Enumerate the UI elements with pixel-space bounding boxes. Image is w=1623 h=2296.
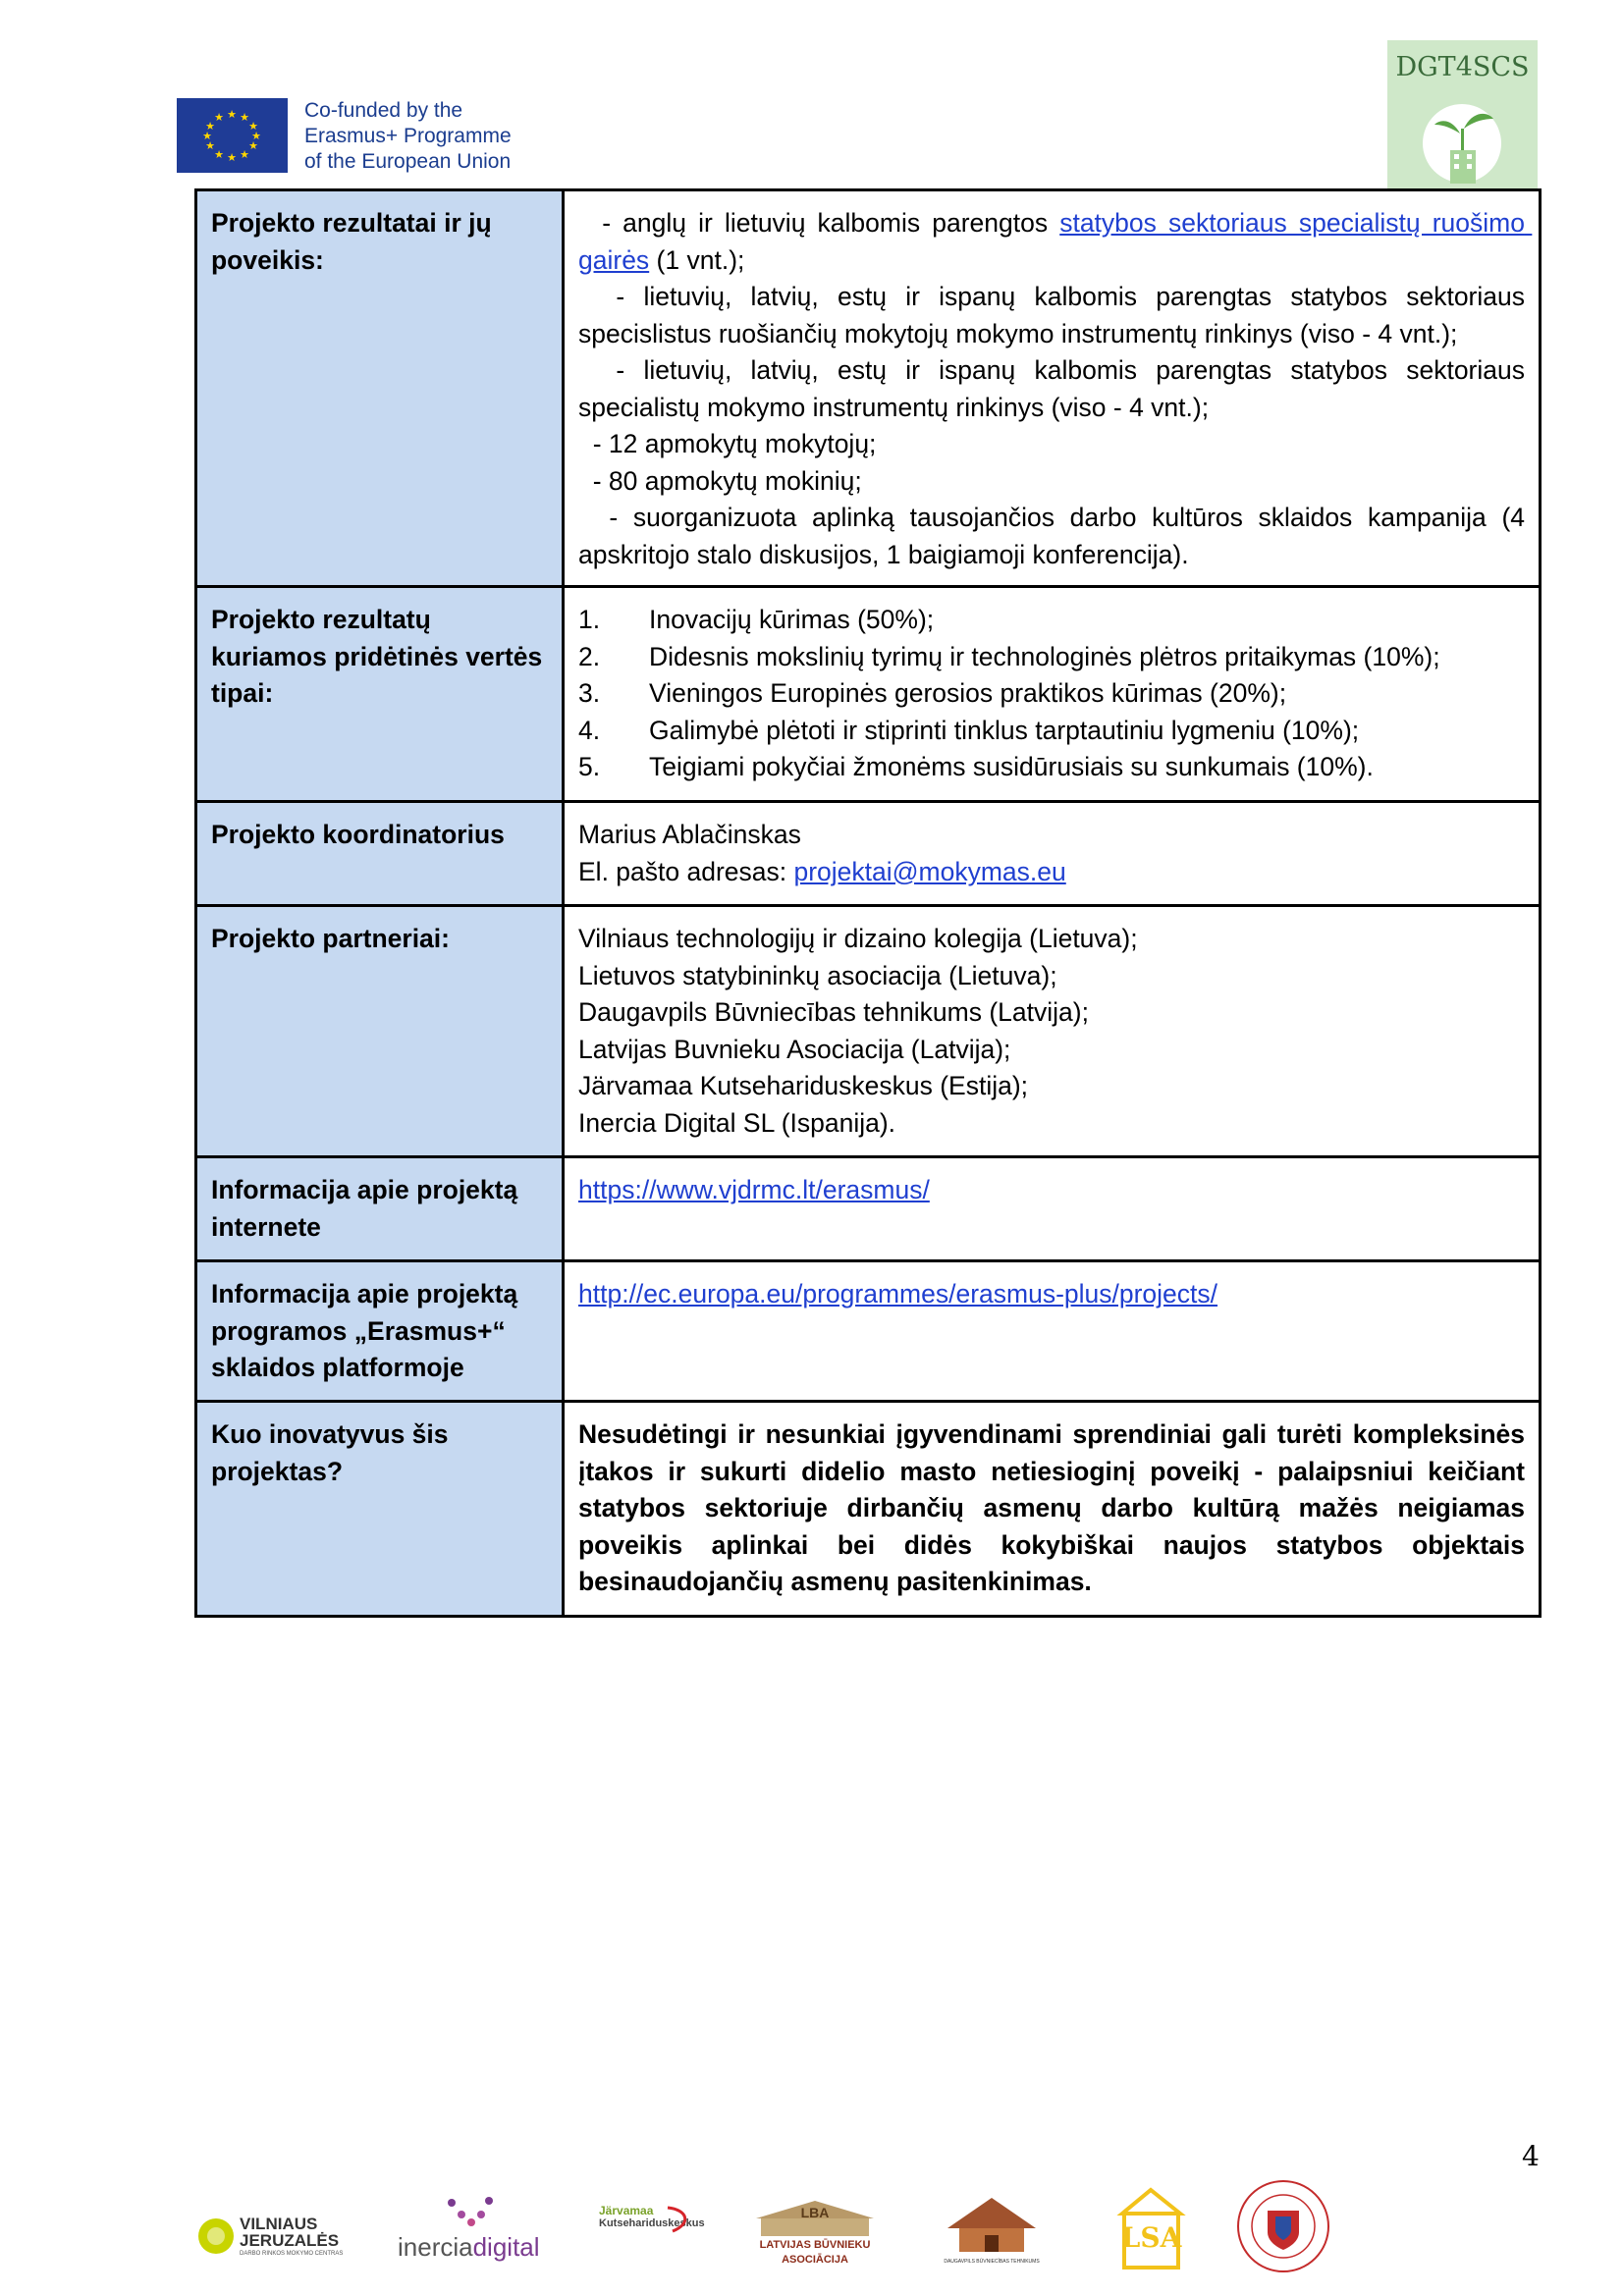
jarvamaa-logo (599, 2204, 705, 2253)
result-item-2: - lietuvių, latvių, estų ir ispanų kalbomis parengtas statybos sektoriaus specislistus ruošiančių mokytojų mokymo instrumentų rinkinys (viso - 4 vnt.); (578, 282, 1533, 348)
svg-text:★: ★ (240, 148, 249, 161)
swoosh-icon (599, 2204, 705, 2233)
list-item-number: 3. (578, 678, 601, 708)
inercia-word: inercia (398, 2232, 473, 2262)
email-link[interactable]: projektai@mokymas.eu (793, 856, 1066, 886)
list-item-text: Vieningos Europinės gerosios praktikos kūrimas (20%); (649, 678, 1287, 708)
svg-text:★: ★ (240, 111, 249, 124)
list-item-number: 4. (578, 715, 601, 745)
table-row-website (196, 1157, 1541, 1261)
row-value-website (564, 1157, 1541, 1261)
lba-logo-line-2: LATVIJAS BŪVNIEKU (759, 2239, 871, 2251)
list-item-text: Didesnis mokslinių tyrimų ir technologinės plėtros pritaikymas (10%); (649, 641, 1440, 671)
row-label-added-value: Projekto rezultatų kuriamos pridėtinės vertės tipai: (196, 587, 564, 802)
svg-text:★: ★ (227, 108, 237, 121)
row-label-results: Projekto rezultatai ir jų poveikis: (196, 190, 564, 587)
table-row-innovation (196, 1402, 1541, 1617)
email-prefix: El. pašto adresas: (578, 856, 794, 886)
table-row-added-value (196, 587, 1541, 802)
list-item (578, 602, 1525, 639)
sun-circle-icon (196, 2216, 236, 2256)
list-item-text: Inovacijų kūrimas (50%); (649, 605, 935, 634)
svg-text:★: ★ (214, 148, 224, 161)
row-value-partners (564, 906, 1541, 1157)
row-label-erasmus-platform: Informacija apie projektą programos „Erasmus+“ sklaidos platformoje (196, 1261, 564, 1402)
svg-text:★: ★ (205, 120, 215, 133)
result-item-5: - 80 apmokytų mokinių; (578, 465, 862, 496)
result-item-3: - lietuvių, latvių, estų ir ispanų kalbomis parengtas statybos sektoriaus specialistų mokymo instrumentų rinkinys (viso - 4 vnt.); (578, 355, 1533, 422)
svg-text:★: ★ (227, 151, 237, 164)
inercia-logo-text (398, 2232, 540, 2263)
row-label-partners: Projekto partneriai: (196, 906, 564, 1157)
eu-cofunded-text (304, 98, 550, 175)
row-label-innovation: Kuo inovatyvus šis projektas? (196, 1402, 564, 1617)
eu-text-line-2: Erasmus+ Programme (304, 125, 512, 147)
lsa-logo (1114, 2184, 1188, 2272)
erasmus-platform-link[interactable]: http://ec.europa.eu/programmes/erasmus-plus/projects/ (578, 1279, 1218, 1308)
list-item-number: 1. (578, 605, 601, 634)
result-item-6: - suorganizuota aplinką tausojančios darbo kultūros sklaidos kampanija (4 apskritojo stalo diskusijos, 1 baigiamoji konferencija). (578, 503, 1533, 569)
svg-text:★: ★ (248, 120, 258, 133)
lba-logo-title: LBA (800, 2205, 830, 2220)
project-info-table (194, 188, 1542, 1618)
inercia-dots-icon (442, 2191, 501, 2228)
partner-item: Järvamaa Kutsehariduskeskus (Estija); (578, 1071, 1029, 1100)
partner-item: Lietuvos statybininkų asociacija (Lietuva); (578, 960, 1057, 990)
svg-text:★: ★ (202, 130, 212, 142)
list-item-number: 5. (578, 752, 601, 781)
guidelines-link[interactable]: statybos sektoriaus specialistų ruošimo gairės (578, 208, 1533, 275)
table-row-partners (196, 906, 1541, 1157)
coordinator-email-line (578, 854, 1525, 891)
daugavpils-logo (938, 2194, 1046, 2272)
lsa-logo-text: LSA (1120, 2221, 1182, 2254)
row-value-coordinator (564, 802, 1541, 906)
jarvamaa-logo-line-2: Kutsehariduskeskus (599, 2217, 705, 2229)
partner-item: Latvijas Buvnieku Asociacija (Latvija); (578, 1034, 1011, 1064)
digital-word: digital (472, 2232, 540, 2262)
vilniaus-jeruzales-logo (196, 2209, 344, 2268)
result-item-4: - 12 apmokytų mokytojų; (578, 429, 877, 458)
inercia-digital-logo (398, 2191, 545, 2269)
vilniaus-logo-line-2: JERUZALĖS (240, 2231, 340, 2250)
svg-text:★: ★ (248, 139, 258, 152)
result-item-1-pre: - anglų ir lietuvių kalbomis parengtos (578, 208, 1060, 238)
list-item (578, 749, 1525, 786)
table-row-erasmus-platform (196, 1261, 1541, 1402)
table-row-results (196, 190, 1541, 587)
eu-text-line-3: of the European Union (304, 150, 512, 173)
result-item-1 (578, 205, 1533, 279)
svg-text:★: ★ (214, 111, 224, 124)
eu-flag-icon (177, 98, 288, 173)
college-seal-icon (1232, 2177, 1335, 2275)
page-number: 4 (1522, 2140, 1540, 2172)
list-item-number: 2. (578, 641, 601, 671)
row-value-erasmus-platform (564, 1261, 1541, 1402)
partner-item: Daugavpils Būvniecības tehnikums (Latvija); (578, 997, 1089, 1027)
row-value-added-value (564, 587, 1541, 802)
table-row-coordinator (196, 802, 1541, 906)
coordinator-name: Marius Ablačinskas (578, 820, 801, 849)
dgt4scs-logo-title: DGT4SCS (1395, 52, 1530, 82)
row-value-results (564, 190, 1541, 587)
vilniaus-logo-line-1: VILNIAUS (240, 2215, 318, 2233)
house-icon (938, 2194, 1046, 2257)
building-plant-icon (1413, 89, 1511, 187)
lba-logo (746, 2199, 884, 2272)
dgt4scs-logo (1387, 40, 1538, 190)
vtdk-seal-logo (1232, 2177, 1335, 2275)
partner-item: Vilniaus technologijų ir dizaino kolegija (Lietuva); (578, 924, 1138, 953)
eu-text-line-1: Co-funded by the (304, 99, 463, 122)
result-item-1-post: (1 vnt.); (649, 244, 745, 275)
list-item (578, 675, 1525, 713)
list-item-text: Teigiami pokyčiai žmonėms susidūrusiais su sunkumais (10%). (649, 752, 1374, 781)
vilniaus-logo-line-3: DARBO RINKOS MOKYMO CENTRAS (240, 2251, 344, 2257)
lba-logo-line-3: ASOCIĀCIJA (782, 2254, 848, 2266)
svg-text:★: ★ (205, 139, 215, 152)
jarvamaa-logo-line-1: Järvamaa (599, 2204, 654, 2217)
daugavpils-logo-text: DAUGAVPILS BŪVNIECĪBAS TEHNIKUMS (944, 2259, 1040, 2265)
list-item-text: Galimybė plėtoti ir stiprinti tinklus tarptautiniu lygmeniu (10%); (649, 715, 1360, 745)
list-item (578, 639, 1525, 676)
website-link[interactable]: https://www.vjdrmc.lt/erasmus/ (578, 1175, 930, 1204)
row-value-innovation: Nesudėtingi ir nesunkiai įgyvendinami sprendiniai gali turėti kompleksinės įtakos ir sukurti didelio masto netiesioginį poveikį - palaipsniui keičiant statybos sektoriuje dirbančių asmenų darbo kultūrą mažės neigiamas poveikis aplinkai bei didės kokybiškai naujos statybos objektais besinaudojančių asmenų pasitenkinimas. (564, 1402, 1541, 1617)
row-label-coordinator: Projekto koordinatorius (196, 802, 564, 906)
row-label-website: Informacija apie projektą internete (196, 1157, 564, 1261)
svg-text:★: ★ (251, 130, 261, 142)
partner-item: Inercia Digital SL (Ispanija). (578, 1107, 896, 1138)
eu-cofunded-logo (177, 98, 550, 173)
list-item (578, 713, 1525, 750)
